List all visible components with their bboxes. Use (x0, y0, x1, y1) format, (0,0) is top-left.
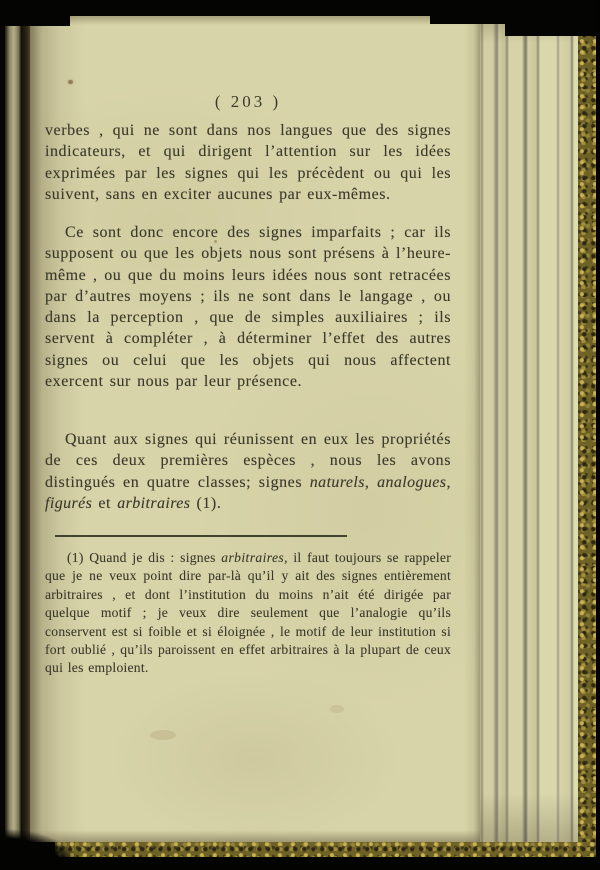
binding-gutter (21, 18, 30, 850)
foxing-stain (150, 730, 176, 740)
footnote-reference: (1). (190, 494, 222, 512)
scan-background-top-left (0, 0, 70, 26)
facing-page-edge (5, 22, 21, 848)
footnote-body: , il faut toujours se rappeler que je ne veux point dire par-là qu’il y ait des signes entièrement arbitraires , et dont l’institution du moins n’ait été dirigée par quelque motif ; je veux dire seulement que l’analogie qu’ils conservent est si foible et si éloignée , le motif de leur institution si fort oublié , qu’ils paroissent en effet arbitraires à la plupart de ceux qui les emploient. (45, 550, 451, 676)
separator: , (364, 473, 378, 491)
footnote-separator-rule (55, 535, 347, 537)
scan-background-right (596, 0, 600, 870)
fore-edge-shading (480, 13, 578, 855)
foxing-speck (68, 80, 73, 84)
paragraph-1: verbes , qui ne sont dans nos langues que des signes indicateurs, et qui dirigent l’attention sur les idées exprimées par les signes qui les précèdent ou qui les suivent, sans en exciter aucunes par eux-mêmes. (45, 122, 451, 203)
scan-background-bottom (0, 857, 600, 870)
scan-background-top-right-corner (505, 0, 600, 36)
foxing-stain (330, 705, 344, 713)
term-arbitraires: arbitraires (117, 494, 191, 512)
footnote (45, 549, 451, 678)
page-number: ( 203 ) (214, 92, 282, 111)
paragraph-2: Ce sont donc encore des signes imparfaits ; car ils supposent ou que les objets nous sont présens à l’heure-même , ou que du moins leurs idées nous sont retracées par d’autres moyens ; ils ne sont dans le langage , ou dans la perception , que de simples auxiliaires ; ils servent à compléter , à déterminer l’effet des autres signes ou celui que les objets qui nous affectent exercent sur nous par leur présence. (45, 224, 451, 391)
footnote-lead: (1) Quand je dis : signes (67, 550, 222, 565)
term-analogues: analogues (377, 473, 447, 491)
term-naturels: naturels (309, 473, 365, 491)
paragraph-3-lead: Quant aux signes qui réunissent en eux les propriétés de ces deux premières espèces , nous les avons distingués en quatre classes; signes (45, 431, 451, 491)
separator: , (446, 473, 451, 491)
footnote-term-arbitraires: arbitraires (221, 550, 285, 565)
marbled-cover-edge-right (578, 28, 597, 856)
marbled-cover-edge-bottom (55, 842, 600, 857)
term-figures: figurés (45, 494, 93, 512)
separator: et (92, 494, 118, 512)
paragraph-3 (45, 429, 451, 514)
